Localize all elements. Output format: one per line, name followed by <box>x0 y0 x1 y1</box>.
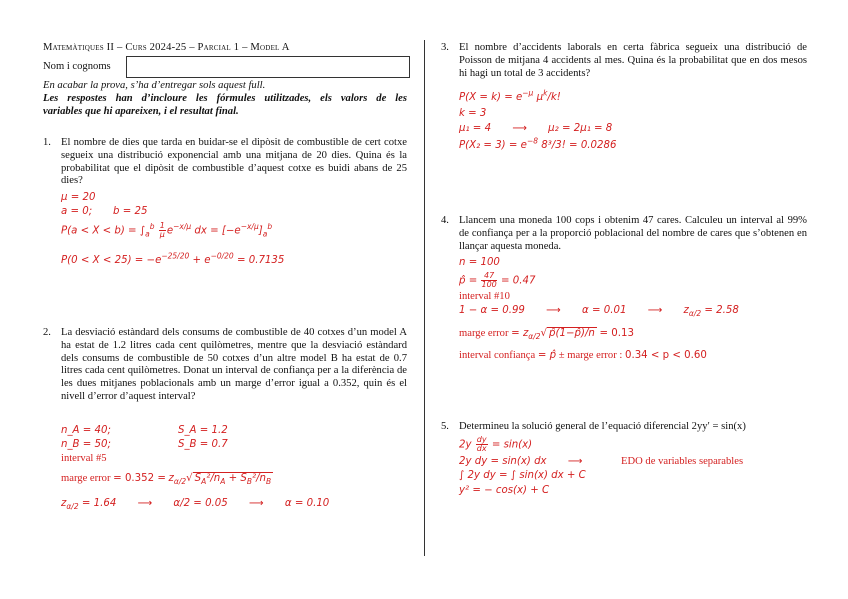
q1-formula-lhs: P(a < X < b) = <box>61 225 137 237</box>
instruction-submit: En acabar la prova, s’ha d’entregar sols aquest full. <box>43 80 266 91</box>
q1-result-lhs: P(0 < X < 25) = −e <box>61 255 162 266</box>
exam-title: Matemàtiques II – Curs 2024-25 – Parcial 1 – Model A <box>43 42 290 53</box>
q2-nB: n_B = 50; <box>61 439 111 450</box>
column-divider <box>424 40 425 556</box>
q2-SA: S_A = 1.2 <box>178 425 228 436</box>
q2-nA: n_A = 40; <box>61 425 111 436</box>
q3-k: k = 3 <box>459 108 487 119</box>
q1-statement: El nombre de dies que tarda en buidar-se el dipòsit de combustible de cert cotxe segueix una distribució exponencial amb una mitjana de 20 dies. Quina és la probabilitat que el dipòsit de combustible d’aquest cotxe es buidi abans de 25 dies? <box>61 137 407 187</box>
q1-result-value: = 0.7135 <box>236 255 285 266</box>
q2-alpha: α = 0.10 <box>284 498 330 509</box>
q2-margin-eq: = 0.352 = <box>113 473 166 484</box>
q4-ci-value: 0.34 < p < 0.60 <box>624 350 707 361</box>
q4-margin-value: = 0.13 <box>599 328 634 339</box>
q4-phat: p̂ = $\frac{47}{100}$ = 0.47 <box>459 271 536 289</box>
q3-number: 3. <box>441 42 449 53</box>
q4-z: = 2.58 <box>704 305 739 316</box>
q1-number: 1. <box>43 137 51 148</box>
q5-line1-rhs: = sin(x) <box>491 439 533 451</box>
q4-phat-value: = 0.47 <box>501 275 536 287</box>
q4-ci-label: interval confiança <box>459 350 536 361</box>
q5-number: 5. <box>441 421 449 432</box>
q4-margin: marge error = $z_{\alpha/2}√$ p̂(1−p̂)/n = 0.13 <box>459 328 634 342</box>
arrow-icon: ⟶ <box>512 123 527 134</box>
q5-line1: 2y $\frac{dy}{dx}$ = sin(x) <box>459 435 533 453</box>
q3-mu-line <box>459 123 612 136</box>
q3-pmf: $P(X = k) = e^{-\mu}$ $\mu^k/k$! <box>459 88 561 103</box>
q2-steps: $z_{\alpha/2} = 1.64$ ⟶ α/2 = 0.05 ⟶ α = 0.10 <box>61 498 330 512</box>
q4-margin-label: marge error <box>459 328 509 339</box>
arrow-icon: ⟶ <box>546 305 561 316</box>
q5-line2: 2y dy = sin(x) dx <box>459 456 547 467</box>
q3-statement: El nombre d’accidents laborals en certa fàbrica segueix una distribució de Poisson de mitjana 4 accidents al mes. Quina és la probabilitat que en dos mesos hi hagi un total de 3 accidents? <box>459 42 807 79</box>
q4-alpha: α = 0.01 <box>582 305 627 316</box>
instruction-answers-line1: Les respostes han d’incloure les fórmules utilitzades, els valors de les <box>43 93 407 104</box>
q1-formula: $P(a < X < b) = \int_a^b$ $\frac{1}{\mu}$ $e^{-x/\mu}$ dx = $[-e^{-x/\mu}]_a^b$ <box>61 221 273 239</box>
q5-edo-label: EDO de variables separables <box>621 456 744 467</box>
q5-line4: y² = − cos(x) + C <box>459 485 550 496</box>
q2-margin: marge error = $0.352 = z_{\alpha/2}√$ $S_A^2/n_A + S_B^2/n_B$ <box>61 473 272 487</box>
q1-result: $P(0 < X < 25) = -e^{-25/20} + e^{-0/20} = 0.7135$ <box>61 251 285 266</box>
q1-result-tail: + e <box>192 255 211 266</box>
arrow-icon: ⟶ <box>647 305 663 316</box>
q2-alpha-half: = 0.05 <box>193 498 228 509</box>
q2-z-value: = 1.64 <box>81 498 117 509</box>
name-field[interactable] <box>126 56 410 78</box>
q5-line2-row <box>459 456 600 469</box>
q4-ci-rhs: ± marge error : <box>558 350 623 361</box>
q1-b: b = 25 <box>113 206 148 217</box>
q4-number: 4. <box>441 215 449 226</box>
q4-one-minus-alpha: 1 − α = 0.99 <box>459 305 525 316</box>
q2-interval: interval #5 <box>61 453 107 464</box>
q4-n: n = 100 <box>459 257 500 268</box>
q2-number: 2. <box>43 327 51 338</box>
q5-line3: ∫ 2y dy = ∫ sin(x) dx + C <box>459 470 586 481</box>
q3-mu1: μ₁ = 4 <box>459 123 492 134</box>
q4-ci: interval confiança = p̂ ± marge error : 0.34 < p < 0.60 <box>459 350 707 361</box>
q3-mu2: μ₂ = 2μ₁ = 8 <box>548 123 613 134</box>
q3-result-lhs: P(X₂ = 3) = e <box>459 140 527 151</box>
name-label: Nom i cognoms <box>43 61 111 72</box>
q5-statement: Determineu la solució general de l’equació diferencial 2yy′ = sin(x) <box>459 421 746 432</box>
q4-interval: interval #10 <box>459 291 510 302</box>
arrow-icon: ⟶ <box>567 456 583 467</box>
q1-mu: μ = 20 <box>61 192 96 203</box>
arrow-icon: ⟶ <box>249 498 264 509</box>
q4-statement: Llancem una moneda 100 cops i obtenim 47 cares. Calculeu un interval al 99% de confiança per a la proporció poblacional del nombre de cares que s’obtenen en llançar aquesta moneda. <box>459 215 807 252</box>
q2-statement: La desviació estàndard dels consums de combustible de 40 cotxes d’un model A ha estat de 1.2 litres cada cent quilòmetres, mentre que la desviació estàndard dels consums de combustible de 50 cotxes d’un altre model B ha estat de 0.7 litres cada cent quilòmetres. Donat un interval de confiança per a la diferència de les dues mitjanes poblacionals amb un marge d’error igual a 0.352, quin és el nivell d’error d’aquest interval? <box>61 327 407 402</box>
q3-result: $P(X_2 = 3) = e^{-8}$ 8³/3! = 0.0286 <box>459 136 617 151</box>
arrow-icon: ⟶ <box>137 498 153 509</box>
q2-SB: S_B = 0.7 <box>178 439 228 450</box>
q1-a: a = 0; <box>61 206 93 217</box>
q4-alpha-line: 1 − α = 0.99 ⟶ α = 0.01 ⟶ $z_{\alpha/2} = 2.58$ <box>459 305 739 319</box>
q2-margin-label: marge error <box>61 473 111 484</box>
q3-result-value: = 0.0286 <box>569 140 617 151</box>
q3-pmf-text: P(X = k) = e <box>459 92 523 103</box>
instruction-answers-line2: variables que hi apareixen, i el resultat final. <box>43 106 239 117</box>
